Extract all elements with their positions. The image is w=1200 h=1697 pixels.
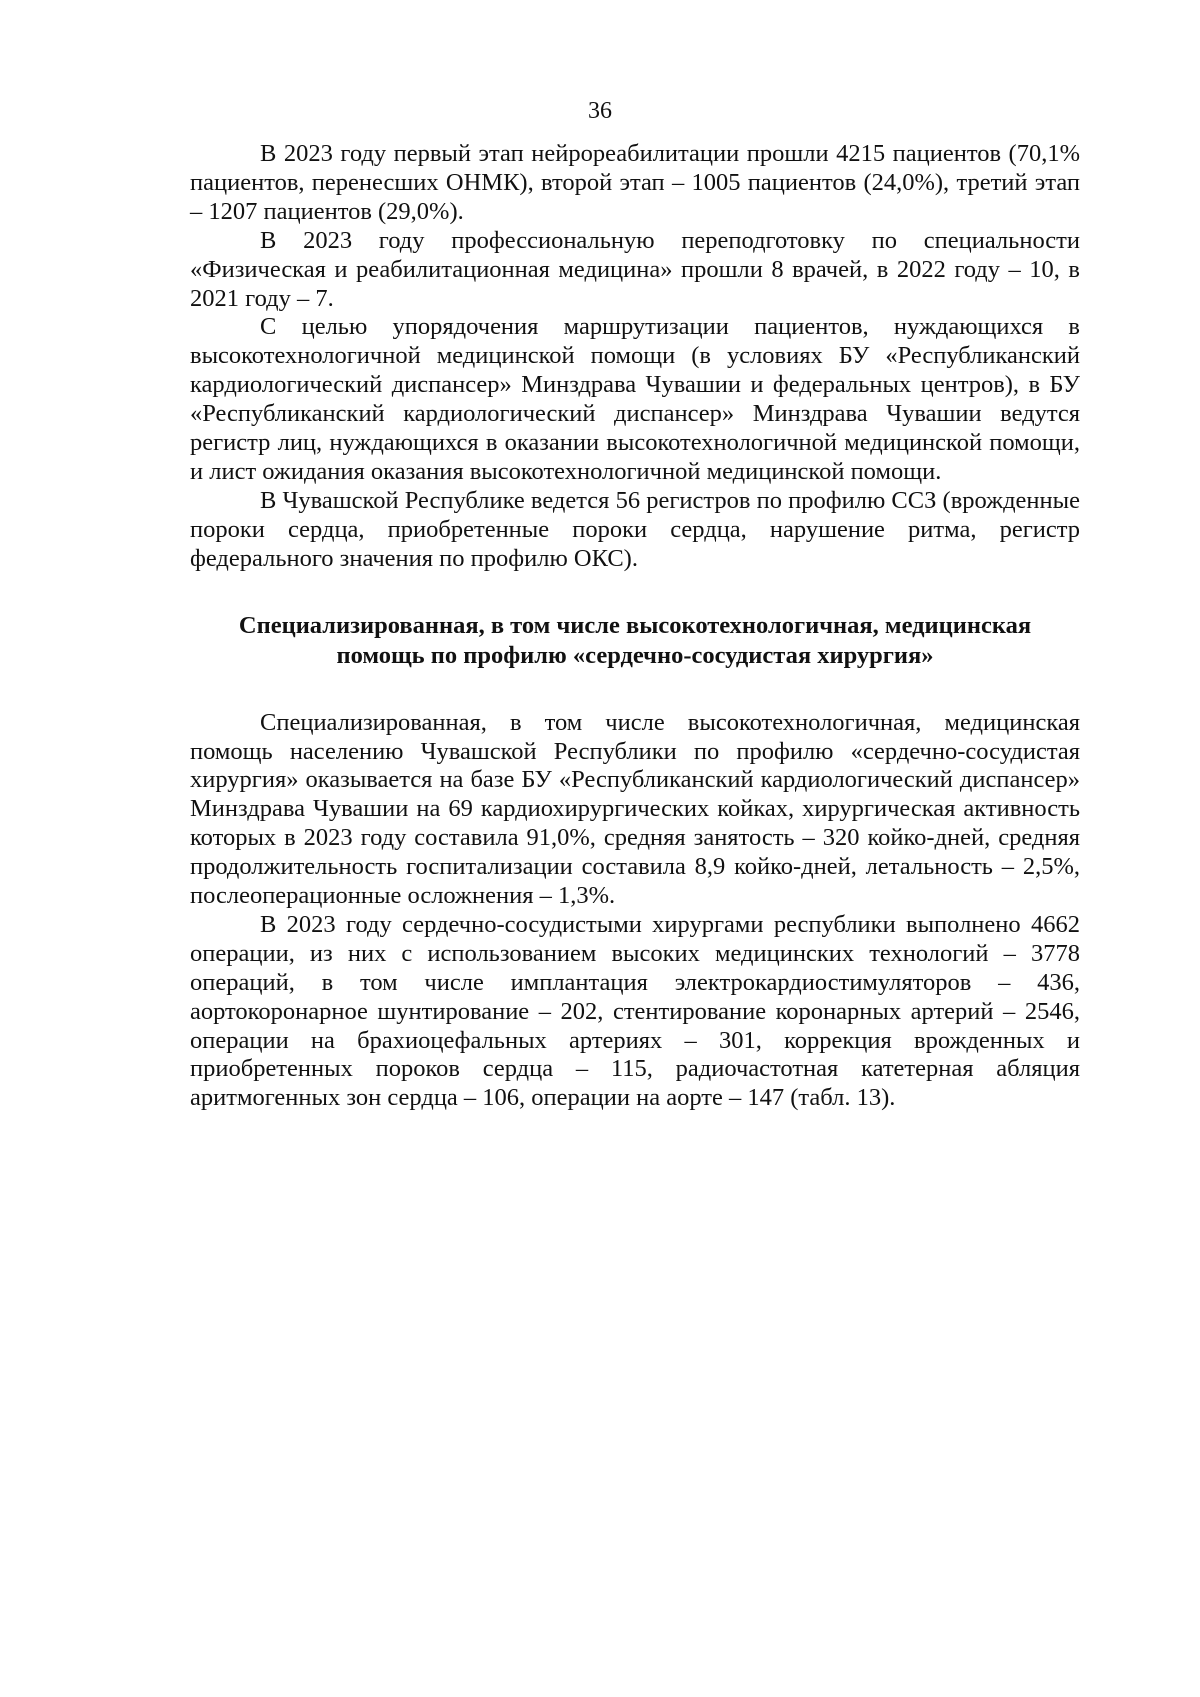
section-heading-line-1: Специализированная, в том числе высокотехнологичная, медицинская [238, 611, 1032, 639]
paragraph-neurorehabilitation: В 2023 году первый этап нейрореабилитации прошли 4215 пациентов (70,1% пациентов, перенесших ОНМК), второй этап – 1005 пациентов (24,0%), третий этап – 1207 пациентов (29,0%). [190, 140, 1080, 225]
paragraph-routing: С целью упорядочения маршрутизации пациентов, нуждающихся в высокотехнологичной медицинской помощи (в условиях БУ «Республиканский кардиологический диспансер» Минздрава Чувашии и федеральных центров), в БУ «Республиканский кардиологический диспансер» Минздрава Чувашии ведутся регистр лиц, нуждающихся в оказании высокотехнологичной медицинской помощи, и лист ожидания оказания высокотехнологичной медицинской помощи. [190, 313, 1080, 485]
section-heading [190, 611, 1080, 671]
paragraph-retraining: В 2023 году профессиональную переподготовку по специальности «Физическая и реабилитационная медицина» прошли 8 врачей, в 2022 году – 10, в 2021 году – 7. [190, 226, 1080, 312]
page-content [190, 140, 1080, 1113]
page-number: 36 [588, 98, 612, 124]
paragraph-cardiac-surgery-care: Специализированная, в том числе высокотехнологичная, медицинская помощь населению Чувашской Республики по профилю «сердечно-сосудистая хирургия» оказывается на базе БУ «Республиканский кардиологический диспансер» Минздрава Чувашии на 69 кардиохирургических койках, хирургическая активность которых в 2023 году составила 91,0%, средняя занятость – 320 койко-дней, средняя продолжительность госпитализации составила 8,9 койко-дней, летальность – 2,5%, послеоперационные осложнения – 1,3%. [190, 708, 1080, 910]
paragraph-registries: В Чувашской Республике ведется 56 регистров по профилю ССЗ (врожденные пороки сердца, приобретенные пороки сердца, нарушение ритма, регистр федерального значения по профилю ОКС). [190, 486, 1080, 572]
paragraph-operations-2023: В 2023 году сердечно-сосудистыми хирургами республики выполнено 4662 операции, из них с использованием высоких медицинских технологий – 3778 операций, в том числе имплантация электрокардиостимуляторов – 436, аортокоронарное шунтирование – 202, стентирование коронарных артерий – 2546, операции на брахиоцефальных артериях – 301, коррекция врожденных и приобретенных пороков сердца – 115, радиочастотная катетерная абляция аритмогенных зон сердца – 106, операции на аорте – 147 (табл. 13). [190, 910, 1080, 1112]
section-heading-line-2: помощь по профилю «сердечно-сосудистая хирургия» [336, 641, 934, 669]
